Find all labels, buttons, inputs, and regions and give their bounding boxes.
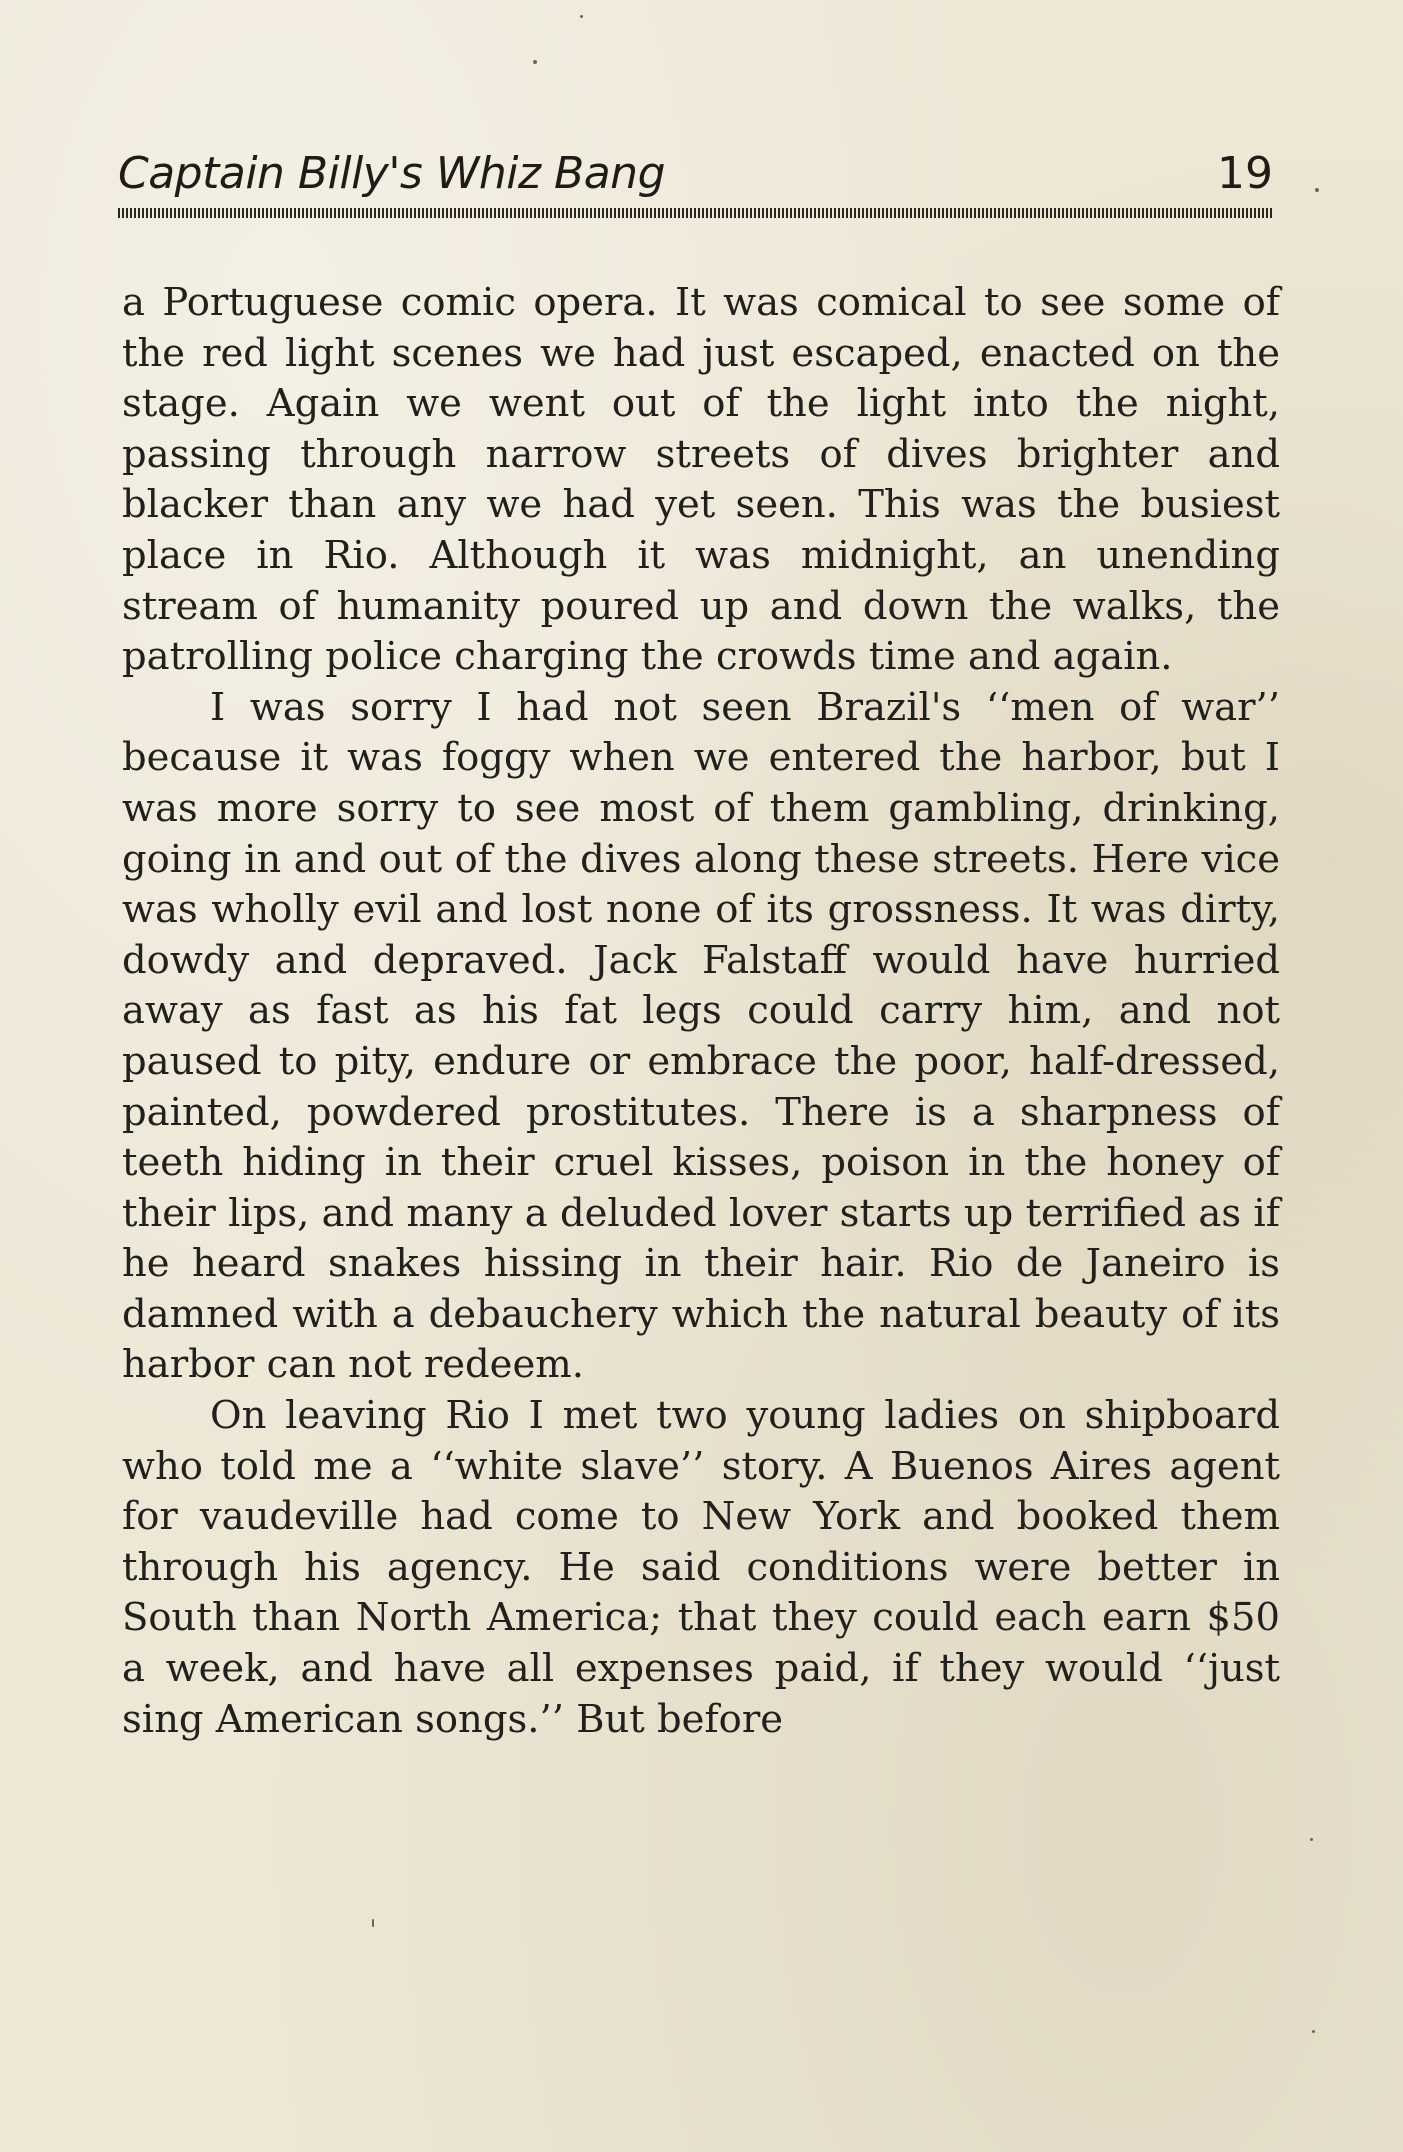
paragraph-2: I was sorry I had not seen Brazil's ‘‘men of war’’ because it was foggy when we entered the harbor, but I was more sorry to see most of them gambling, drinking, going in and out of the dives along these streets. Here vice was wholly evil and lost none of its grossness. It was dirty, dowdy and depraved. Jack Falstaff would have hurried away as fast as his fat legs could carry him, and not paused to pity, endure or embrace the poor, half-dressed, painted, powdered prostitutes. There is a sharpness of teeth hiding in their cruel kisses, poison in the honey of their lips, and many a deluded lover starts up terrified as if he heard snakes hissing in their hair. Rio de Janeiro is damned with a debauchery which the natural beauty of its harbor can not redeem. [122,684,1280,1388]
paragraph-1: a Portuguese comic opera. It was comical to see some of the red light scenes we had just escaped, enacted on the stage. Again we went out of the light into the night, passing through narrow streets of dives brighter and blacker than any we had yet seen. This was the busiest place in Rio. Although it was midnight, an unending stream of humanity poured up and down the walks, the patrolling police charging the crowds time and again. [122,280,1280,680]
header-title: Captain Billy's Whiz Bang [118,148,665,199]
running-header [118,148,1273,208]
body-text [122,278,1280,1745]
paragraph-3: On leaving Rio I met two young ladies on shipboard who told me a ‘‘white slave’’ story. A Buenos Aires agent for vaudeville had come to New York and booked them through his agency. He said conditions were better in South than North America; that they could each earn $50 a week, and have all expenses paid, if they would ‘‘just sing American songs.’’ But before [122,1393,1280,1742]
header-rule [118,208,1273,218]
page-number: 19 [1217,148,1273,199]
